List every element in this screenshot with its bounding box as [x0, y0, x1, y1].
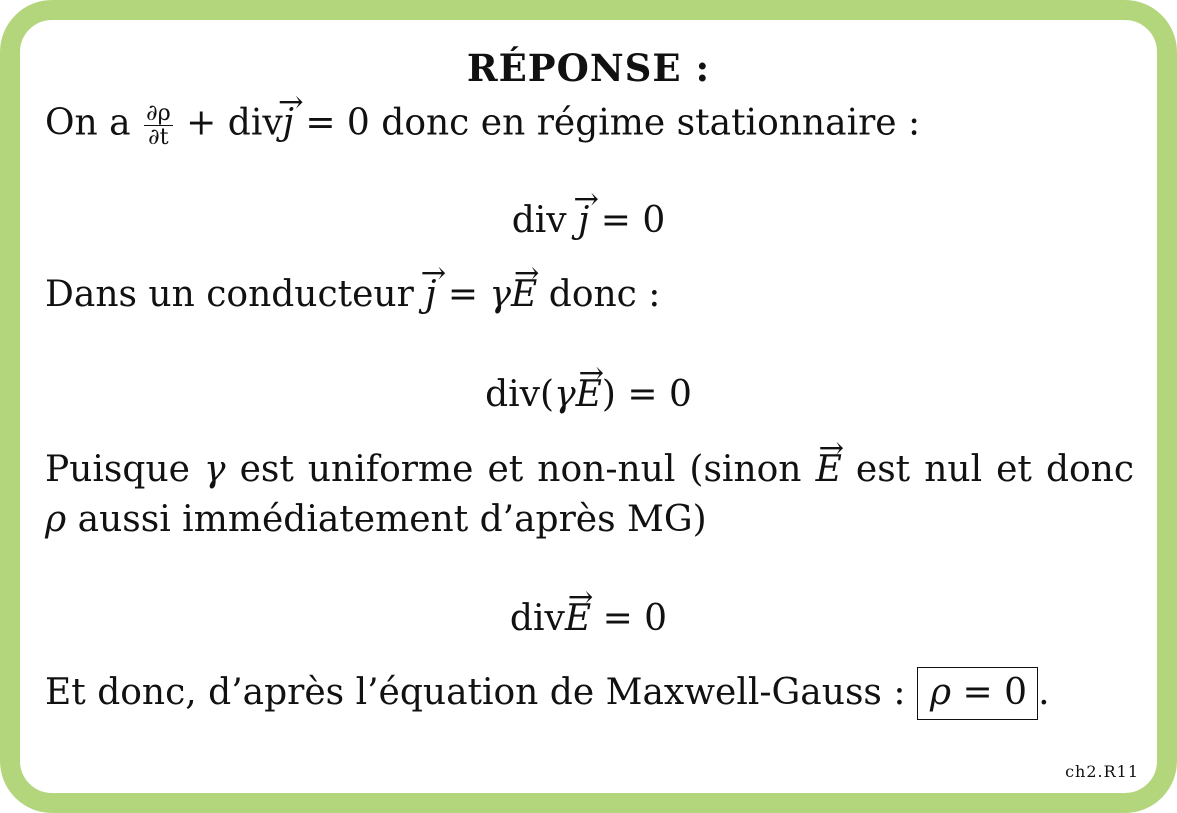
reference-label: ch2.R11 [1065, 762, 1139, 781]
equation-div-E: div→ E = 0 [0, 601, 1177, 637]
vector-j: → j [578, 203, 589, 239]
vector-E: → E [576, 377, 602, 413]
paragraph-uniform-line2: ρ aussi immédiatement d’après MG) [45, 499, 707, 540]
paragraph-conclusion: Et donc, d’après l’équation de Maxwell-Gauss : ρ = 0 . [45, 675, 1050, 711]
vector-E: → E [816, 452, 842, 488]
vector-E: → E [511, 277, 537, 313]
paragraph-continuity: On a $\frac{\partial\rho}{\partial t}$ + div→ j = 0 donc en régime stationnaire : [45, 102, 920, 150]
vector-E: → E [565, 601, 591, 637]
paragraph-ohm-law: Dans un conducteur → j = γ→ E donc : [45, 277, 660, 313]
equation-div-gamma-E: div(γ→ E) = 0 [0, 377, 1177, 413]
partial-fraction: $\frac{\partial\rho}{\partial t}$ [146, 100, 171, 151]
boxed-result: ρ = 0 [917, 667, 1038, 720]
paragraph-uniform-line1: Puisque γ est uniforme et non-nul (sinon → E est nul et donc [45, 452, 1134, 488]
answer-title: RÉPONSE : [466, 46, 711, 90]
vector-j: → j [425, 277, 436, 313]
vector-j: → j [283, 105, 294, 141]
equation-div-j: div → j = 0 [0, 203, 1177, 239]
